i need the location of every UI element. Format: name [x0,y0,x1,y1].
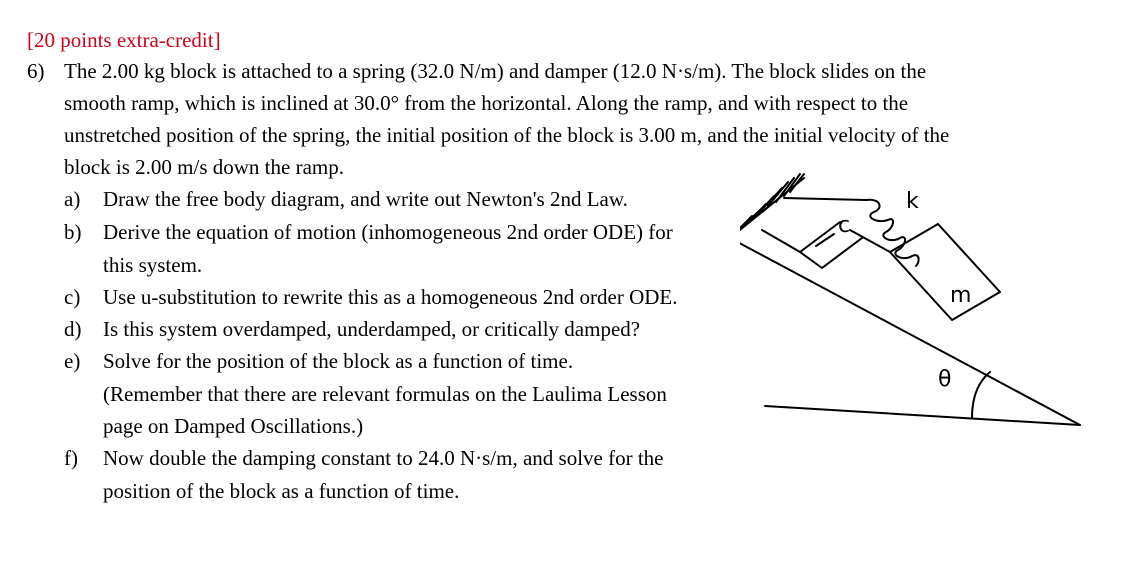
part-f-label: f) [64,446,78,470]
part-c-label: c) [64,285,81,309]
ramp-base [765,406,1080,425]
block-label: m [950,283,972,308]
part-a-label: a) [64,187,81,211]
ramp-incline [740,238,1080,425]
part-e-text-3: page on Damped Oscillations.) [103,414,364,438]
damper-label: c [838,213,851,238]
part-e-text-2: (Remember that there are relevant formulas on the Laulima Lesson [103,382,667,406]
statement-line-4: block is 2.00 m/s down the ramp. [64,155,344,179]
part-f-text-1: Now double the damping constant to 24.0 N·s/m, and solve for the [103,446,664,470]
spring-wall-link [784,198,866,200]
wall-line [740,178,804,238]
statement-line-2: smooth ramp, which is inclined at 30.0° from the horizontal. Along the ramp, and with respect to the [64,91,909,115]
part-d-label: d) [64,317,82,341]
angle-label: θ [938,367,952,392]
extra-credit-label: [20 points extra-credit] [27,28,221,52]
part-f-text-2: position of the block as a function of time. [103,479,460,503]
ramp-diagram [740,160,1100,450]
statement-line-3: unstretched position of the spring, the initial position of the block is 3.00 m, and the initial velocity of the [64,123,950,147]
damper-piston [816,234,834,246]
part-e-label: e) [64,349,81,373]
part-b-text-2: this system. [103,253,203,277]
part-b-label: b) [64,220,82,244]
statement-line-1: The 2.00 kg block is attached to a spring (32.0 N/m) and damper (12.0 N·s/m). The block slides on the [64,59,927,83]
part-b-text-1: Derive the equation of motion (inhomogeneous 2nd order ODE) for [103,220,673,244]
part-a-text: Draw the free body diagram, and write out Newton's 2nd Law. [103,187,628,211]
damper-cylinder [800,222,862,268]
spring-label: k [906,189,919,214]
problem-number: 6) [27,59,45,83]
part-e-text-1: Solve for the position of the block as a function of time. [103,349,574,373]
angle-arc [972,372,990,418]
part-c-text: Use u-substitution to rewrite this as a homogeneous 2nd order ODE. [103,285,678,309]
block [890,224,1000,320]
damper-rod [762,230,800,252]
part-d-text: Is this system overdamped, underdamped, or critically damped? [103,317,641,341]
